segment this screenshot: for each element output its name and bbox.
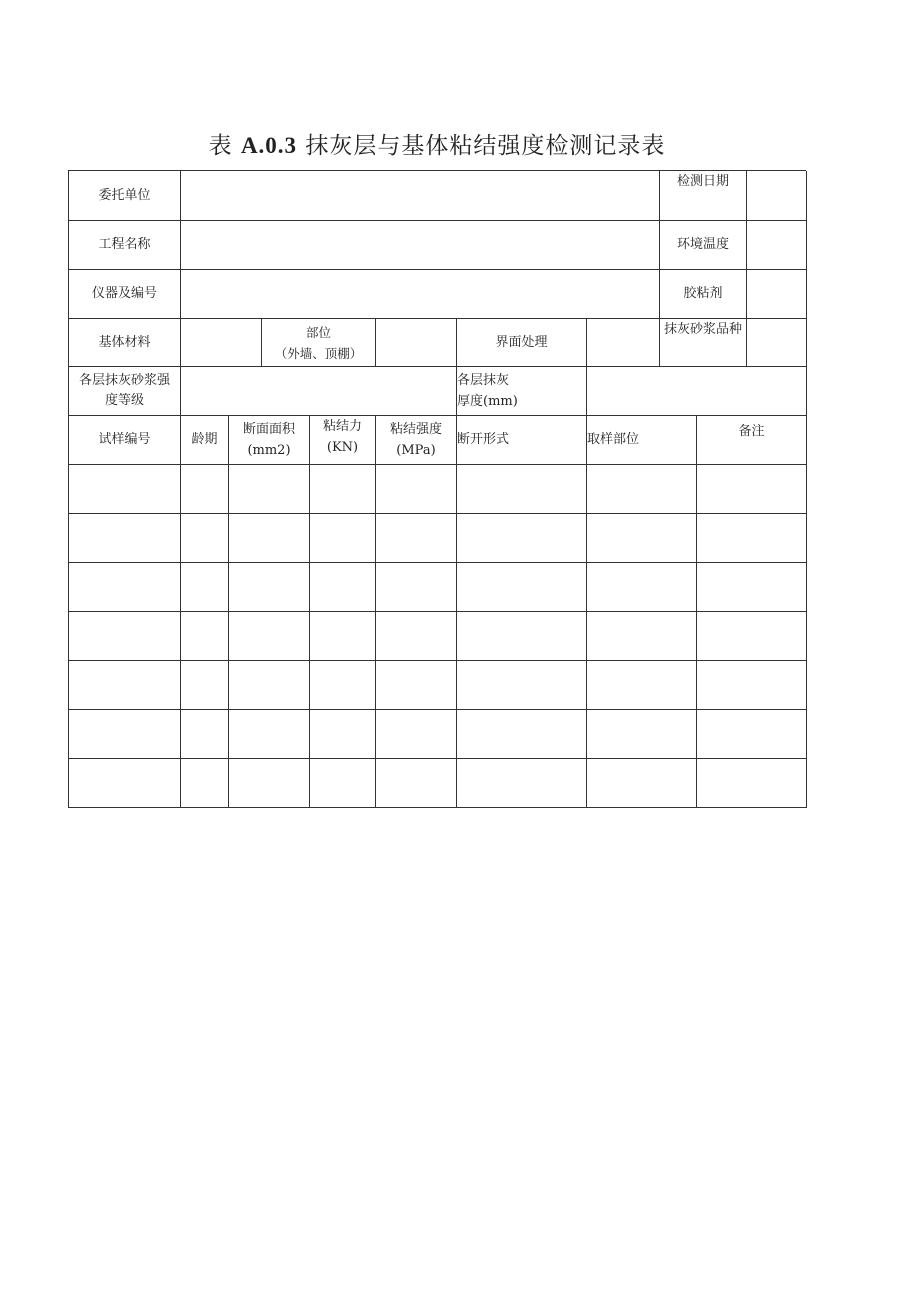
instrument-label: 仪器及编号 (69, 270, 181, 319)
page-title (0, 128, 874, 164)
cell-bond-strength[interactable] (376, 465, 457, 514)
cell-sampling-location[interactable] (587, 465, 697, 514)
mortar-grade-label: 各层抹灰砂浆强 度等级 (69, 367, 181, 416)
cell-failure-mode[interactable] (457, 759, 587, 808)
cell-bond-force[interactable] (310, 563, 376, 612)
location-value[interactable] (376, 319, 457, 367)
cell-section-area[interactable] (229, 710, 310, 759)
cell-section-area[interactable] (229, 661, 310, 710)
cell-section-area[interactable] (229, 563, 310, 612)
cell-failure-mode[interactable] (457, 710, 587, 759)
cell-bond-force[interactable] (310, 612, 376, 661)
record-table (68, 170, 806, 808)
cell-bond-force[interactable] (310, 465, 376, 514)
cell-specimen-no[interactable] (69, 514, 181, 563)
test-date-value[interactable] (747, 171, 807, 221)
cell-failure-mode[interactable] (457, 514, 587, 563)
cell-remarks[interactable] (697, 710, 807, 759)
cell-bond-force[interactable] (310, 759, 376, 808)
cell-failure-mode[interactable] (457, 465, 587, 514)
cell-age[interactable] (181, 612, 229, 661)
cell-age[interactable] (181, 514, 229, 563)
cell-bond-strength[interactable] (376, 710, 457, 759)
interface-value[interactable] (587, 319, 660, 367)
cell-age[interactable] (181, 759, 229, 808)
col-bond-force: 粘结力 (KN) (310, 416, 376, 465)
cell-age[interactable] (181, 465, 229, 514)
cell-bond-force[interactable] (310, 514, 376, 563)
cell-section-area[interactable] (229, 759, 310, 808)
cell-sampling-location[interactable] (587, 710, 697, 759)
cell-age[interactable] (181, 661, 229, 710)
cell-bond-strength[interactable] (376, 612, 457, 661)
cell-remarks[interactable] (697, 612, 807, 661)
test-date-label: 检测日期 (660, 171, 747, 221)
cell-section-area[interactable] (229, 465, 310, 514)
cell-remarks[interactable] (697, 661, 807, 710)
cell-remarks[interactable] (697, 514, 807, 563)
cell-sampling-location[interactable] (587, 514, 697, 563)
cell-age[interactable] (181, 563, 229, 612)
client-value[interactable] (181, 171, 660, 221)
col-sampling-location: 取样部位 (587, 416, 697, 465)
cell-bond-force[interactable] (310, 661, 376, 710)
col-bond-strength: 粘结强度 (MPa) (376, 416, 457, 465)
location-label: 部位 （外墙、顶棚） (262, 319, 376, 367)
substrate-value[interactable] (181, 319, 262, 367)
cell-specimen-no[interactable] (69, 563, 181, 612)
col-specimen-no: 试样编号 (69, 416, 181, 465)
cell-section-area[interactable] (229, 514, 310, 563)
ambient-temp-label: 环境温度 (660, 221, 747, 270)
thickness-value[interactable] (587, 367, 807, 416)
title-code: A.0.3 (240, 133, 298, 158)
adhesive-value[interactable] (747, 270, 807, 319)
cell-bond-strength[interactable] (376, 759, 457, 808)
mortar-grade-value[interactable] (181, 367, 457, 416)
title-prefix: 表 (208, 133, 233, 159)
cell-age[interactable] (181, 710, 229, 759)
cell-bond-force[interactable] (310, 710, 376, 759)
cell-failure-mode[interactable] (457, 612, 587, 661)
title-text: 抹灰层与基体粘结强度检测记录表 (305, 133, 666, 159)
col-remarks: 备注 (697, 416, 807, 465)
col-age: 龄期 (181, 416, 229, 465)
col-failure-mode: 断开形式 (457, 416, 587, 465)
cell-failure-mode[interactable] (457, 661, 587, 710)
cell-remarks[interactable] (697, 465, 807, 514)
mortar-type-label: 抹灰砂浆品种 (660, 319, 747, 367)
cell-bond-strength[interactable] (376, 563, 457, 612)
cell-bond-strength[interactable] (376, 514, 457, 563)
adhesive-label: 胶粘剂 (660, 270, 747, 319)
cell-specimen-no[interactable] (69, 661, 181, 710)
cell-remarks[interactable] (697, 759, 807, 808)
cell-remarks[interactable] (697, 563, 807, 612)
cell-specimen-no[interactable] (69, 612, 181, 661)
cell-specimen-no[interactable] (69, 465, 181, 514)
interface-label: 界面处理 (457, 319, 587, 367)
cell-sampling-location[interactable] (587, 612, 697, 661)
project-label: 工程名称 (69, 221, 181, 270)
cell-bond-strength[interactable] (376, 661, 457, 710)
mortar-type-value[interactable] (747, 319, 807, 367)
instrument-value[interactable] (181, 270, 660, 319)
project-value[interactable] (181, 221, 660, 270)
cell-sampling-location[interactable] (587, 563, 697, 612)
ambient-temp-value[interactable] (747, 221, 807, 270)
cell-failure-mode[interactable] (457, 563, 587, 612)
cell-specimen-no[interactable] (69, 710, 181, 759)
cell-sampling-location[interactable] (587, 661, 697, 710)
thickness-label: 各层抹灰 厚度(mm) (457, 367, 587, 416)
col-section-area: 断面面积 (mm2) (229, 416, 310, 465)
client-label: 委托单位 (69, 171, 181, 221)
cell-sampling-location[interactable] (587, 759, 697, 808)
substrate-label: 基体材料 (69, 319, 181, 367)
cell-section-area[interactable] (229, 612, 310, 661)
cell-specimen-no[interactable] (69, 759, 181, 808)
